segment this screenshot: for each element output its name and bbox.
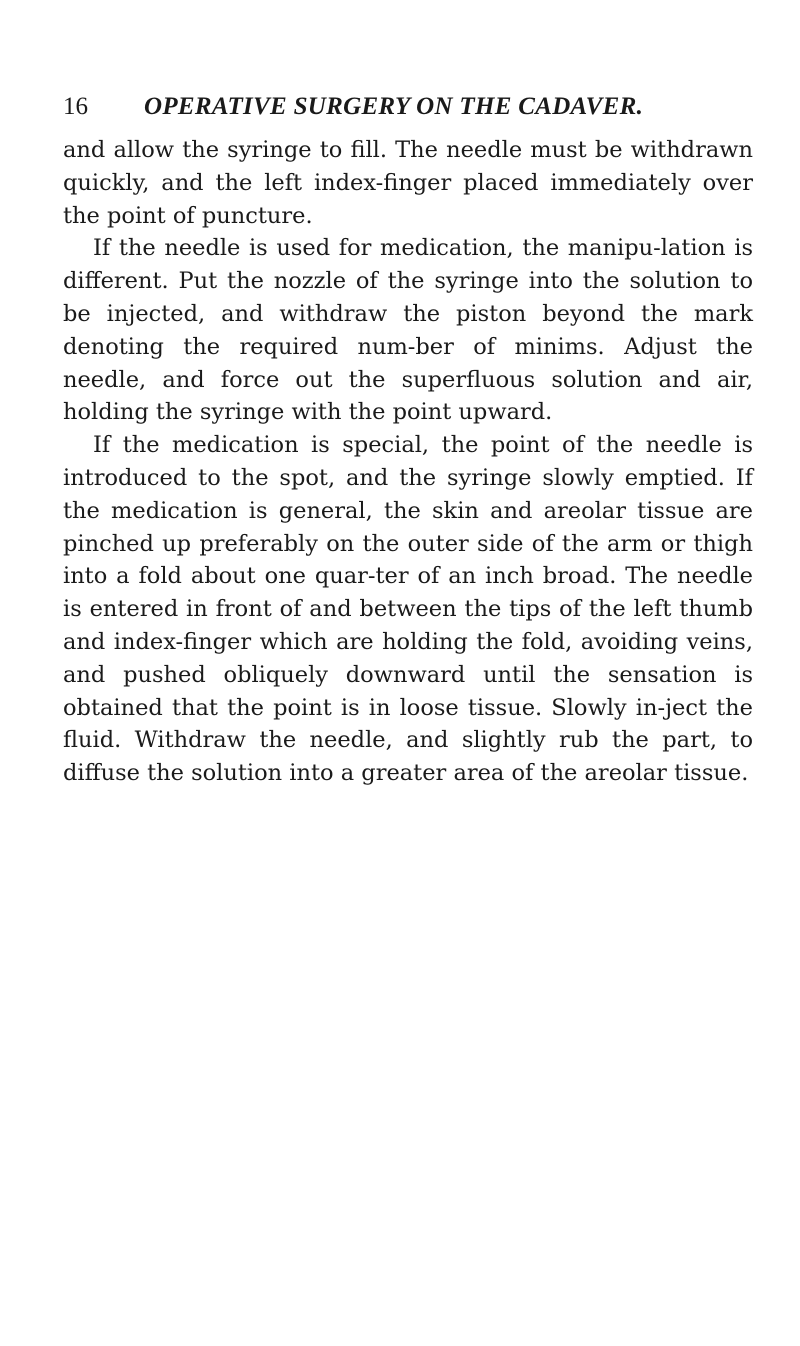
page-number: 16: [63, 93, 88, 120]
paragraph-continued: and allow the syringe to fill. The needle must be withdrawn quickly, and the left index-finger placed immediately over the point of puncture.: [63, 137, 753, 229]
running-title: OPERATIVE SURGERY ON THE CADAVER.: [144, 93, 644, 120]
body-text: [63, 134, 753, 790]
paragraph-medication: If the needle is used for medication, the manipu-lation is different. Put the nozzle of the syringe into the solution to be injected, and withdraw the piston beyond the mark denoting the required num-ber of minims. Adjust the needle, and force out the superfluous solution and air, holding the syringe with the point upward.: [63, 235, 753, 426]
paragraph-special-general: If the medication is special, the point of the needle is introduced to the spot, and the syringe slowly emptied. If the medication is general, the skin and areolar tissue are pinched up preferably on the outer side of the arm or thigh into a fold about one quar-ter of an inch broad. The needle is entered in front of and between the tips of the left thumb and index-finger which are holding the fold, avoiding veins, and pushed obliquely downward until the sensation is obtained that the point is in loose tissue. Slowly in-ject the fluid. Withdraw the needle, and slightly rub the part, to diffuse the solution into a greater area of the areolar tissue.: [63, 432, 753, 787]
running-head: [63, 92, 753, 122]
